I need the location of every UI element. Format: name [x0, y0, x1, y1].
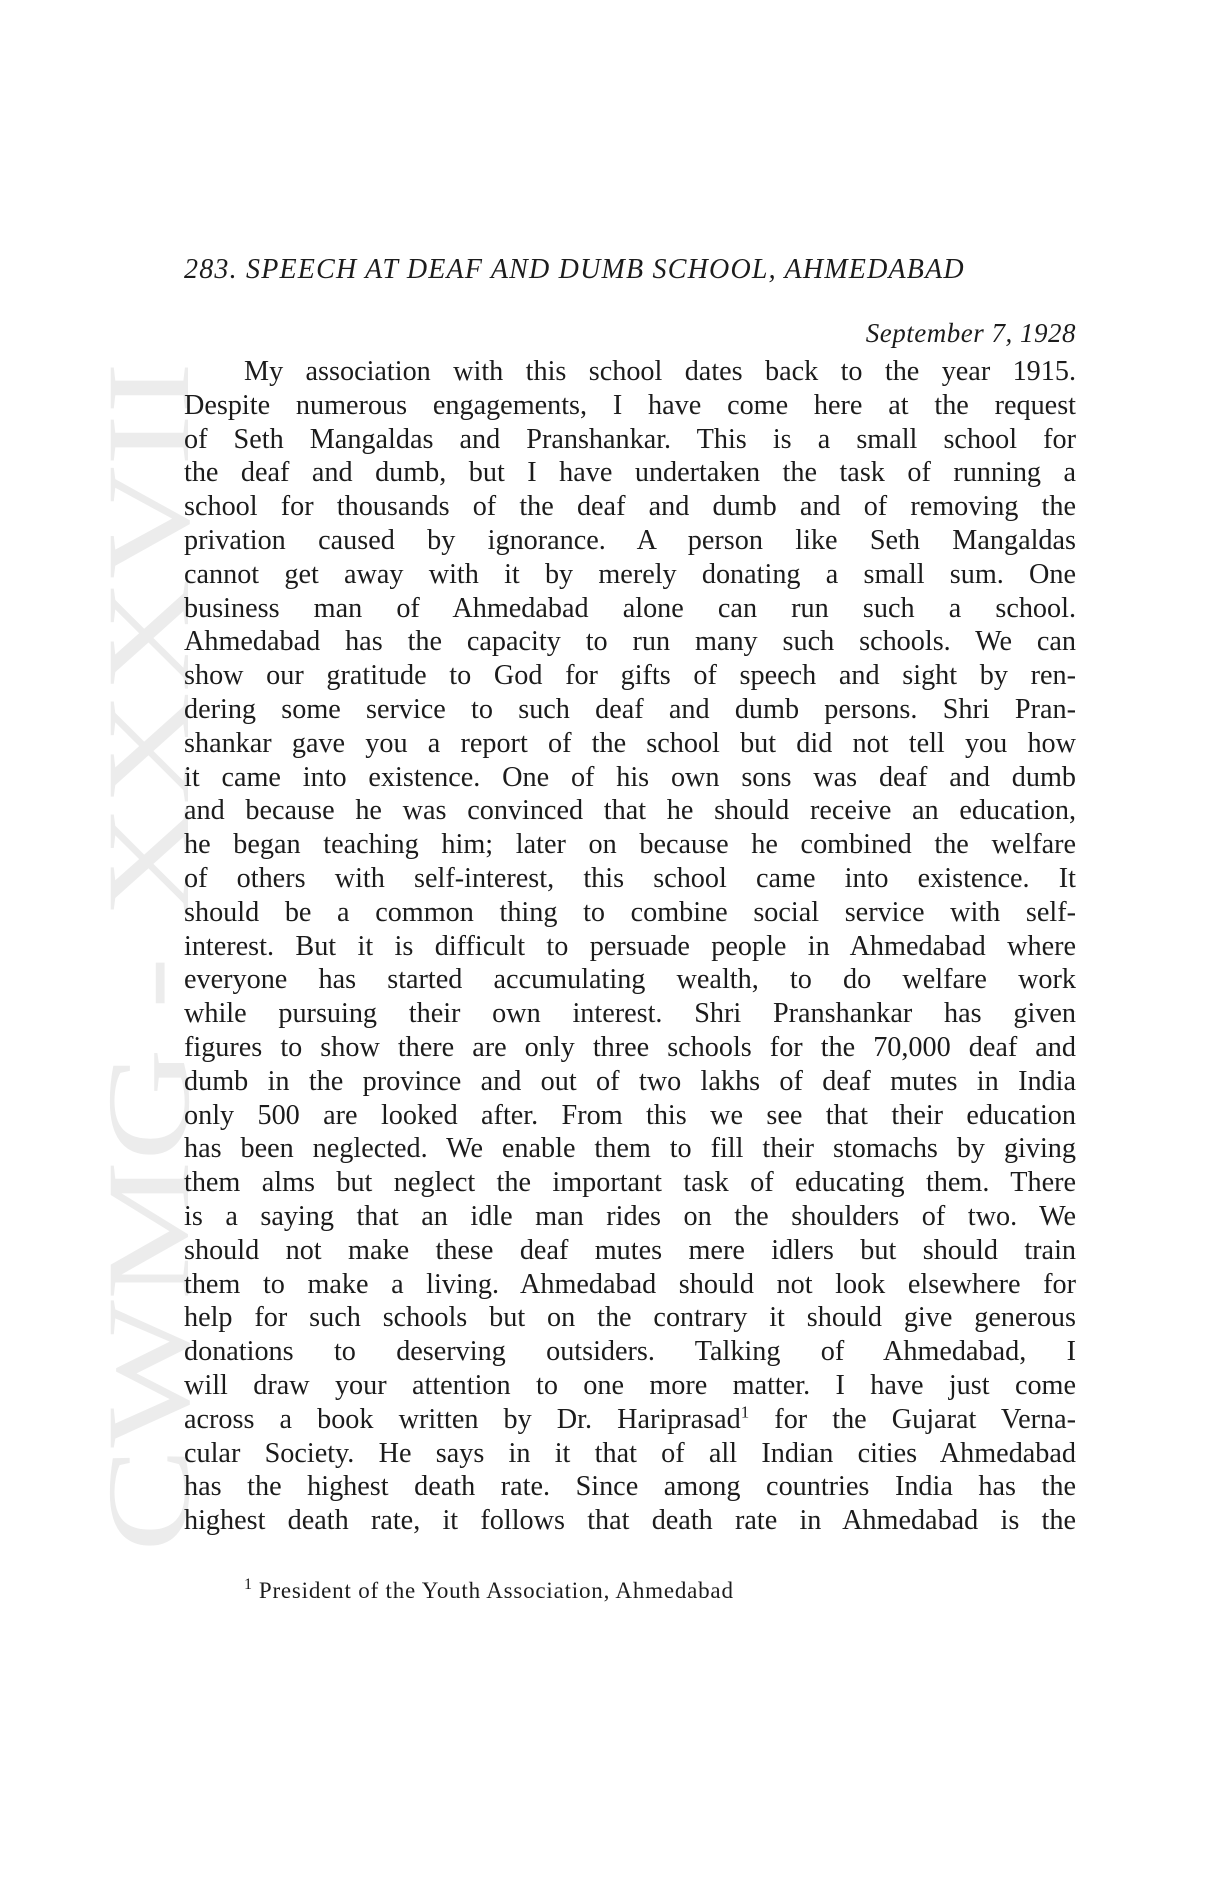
body-line: the deaf and dumb, but I have undertaken the task of running a	[184, 457, 1076, 489]
footnote-reference: 1	[740, 1402, 750, 1422]
page-heading: 283. SPEECH AT DEAF AND DUMB SCHOOL, AHMEDABAD	[184, 254, 965, 285]
body-line: will draw your attention to one more matter. I have just come	[184, 1369, 1076, 1401]
body-line: while pursuing their own interest. Shri Pranshankar has given	[184, 998, 1076, 1030]
body-line: cular Society. He says in it that of all Indian cities Ahmedabad	[184, 1437, 1076, 1469]
body-line: and because he was convinced that he should receive an education,	[184, 795, 1076, 827]
body-line	[184, 1403, 1076, 1437]
body-line: dumb in the province and out of two lakhs of deaf mutes in India	[184, 1065, 1076, 1097]
body-line: it came into existence. One of his own sons was deaf and dumb	[184, 761, 1076, 793]
speech-date: September 7, 1928	[865, 318, 1076, 348]
body-line: has been neglected. We enable them to fill their stomachs by giving	[184, 1133, 1076, 1165]
body-line: he began teaching him; later on because he combined the welfare	[184, 829, 1076, 861]
body-line: of Seth Mangaldas and Pranshankar. This is a small school for	[184, 423, 1076, 455]
body-line: has the highest death rate. Since among countries India has the	[184, 1471, 1076, 1503]
body-line: show our gratitude to God for gifts of speech and sight by ren-	[184, 660, 1076, 692]
body-line: figures to show there are only three schools for the 70,000 deaf and	[184, 1031, 1076, 1063]
body-line: school for thousands of the deaf and dumb and of removing the	[184, 491, 1076, 523]
body-line: everyone has started accumulating wealth, to do welfare work	[184, 964, 1076, 996]
body-line: should be a common thing to combine social service with self-	[184, 896, 1076, 928]
footnote-number: 1	[244, 1576, 253, 1594]
body-line: them to make a living. Ahmedabad should not look elsewhere for	[184, 1268, 1076, 1300]
body-line: highest death rate, it follows that death rate in Ahmedabad is the	[184, 1505, 1076, 1537]
body-line: shankar gave you a report of the school but did not tell you how	[184, 727, 1076, 759]
body-line: Ahmedabad has the capacity to run many such schools. We can	[184, 626, 1076, 658]
body-line: privation caused by ignorance. A person like Seth Mangaldas	[184, 524, 1076, 556]
body-line: business man of Ahmedabad alone can run such a school.	[184, 592, 1076, 624]
body-line: Despite numerous engagements, I have come here at the request	[184, 389, 1076, 421]
body-text	[184, 355, 1076, 1538]
body-line: help for such schools but on the contrary it should give generous	[184, 1302, 1076, 1334]
body-line: only 500 are looked after. From this we see that their education	[184, 1099, 1076, 1131]
watermark-text: CWMG - XXXVII	[83, 654, 214, 1552]
body-line: of others with self-interest, this school came into existence. It	[184, 862, 1076, 894]
body-line: interest. But it is difficult to persuade people in Ahmedabad where	[184, 930, 1076, 962]
body-line: should not make these deaf mutes mere idlers but should train	[184, 1234, 1076, 1266]
body-line-text: across a book written by Dr. Hariprasad	[184, 1403, 741, 1435]
body-line: cannot get away with it by merely donating a small sum. One	[184, 558, 1076, 590]
body-line: them alms but neglect the important task of educating them. There	[184, 1167, 1076, 1199]
footnote-text: President of the Youth Association, Ahmedabad	[258, 1578, 734, 1603]
body-line: is a saying that an idle man rides on the shoulders of two. We	[184, 1200, 1076, 1232]
body-line: dering some service to such deaf and dumb persons. Shri Pran-	[184, 693, 1076, 725]
footnote	[244, 1578, 734, 1604]
body-line: My association with this school dates back to the year 1915.	[244, 356, 1076, 387]
body-line-text: for the Gujarat Verna-	[749, 1403, 1076, 1435]
body-line: donations to deserving outsiders. Talking of Ahmedabad, I	[184, 1336, 1076, 1368]
